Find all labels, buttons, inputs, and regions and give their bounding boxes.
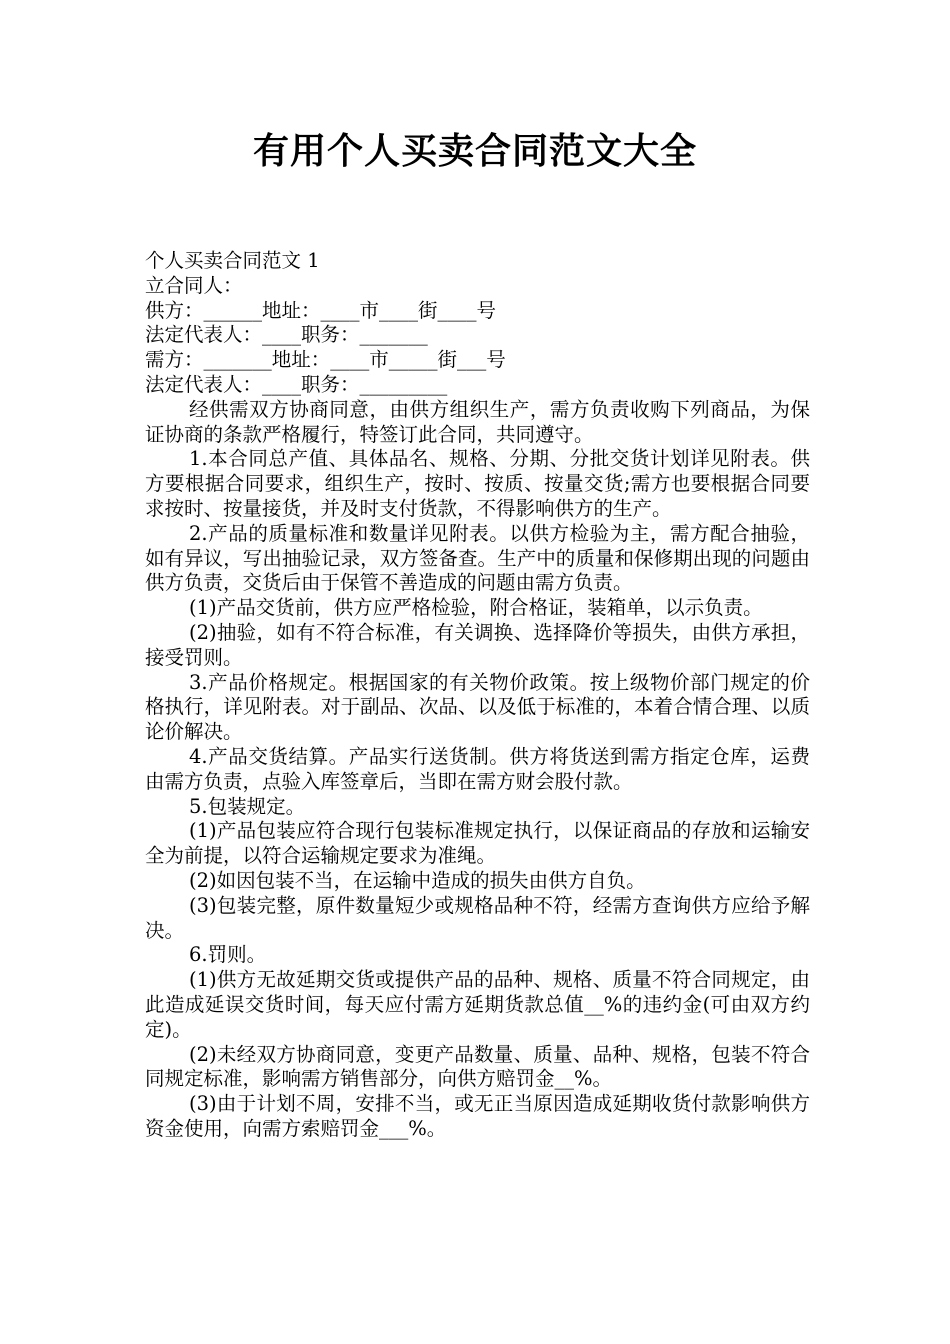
contract-heading: 个人买卖合同范文 1 (145, 249, 320, 272)
supplier-line: 供方：______地址：____市____街____号 (145, 298, 497, 322)
paragraph-clause-5: 5.包装规定。 (189, 794, 306, 818)
paragraph-clause-5-1: (1)产品包装应符合现行包装标准规定执行，以保证商品的存放和运输安全为前提，以符合运输规定要求为准绳。 (145, 819, 810, 868)
paragraph-clause-6-1: (1)供方无故延期交货或提供产品的品种、规格、质量不符合同规定，由此造成延误交货时间，每天应付需方延期货款总值__%的违约金(可由双方约定)。 (145, 968, 810, 1041)
paragraph-clause-3: 3.产品价格规定。根据国家的有关物价政策。按上级物价部门规定的价格执行，详见附表。对于副品、次品、以及低于标准的，本着合情合理、以质论价解决。 (145, 670, 810, 744)
paragraph-clause-6-2: (2)未经双方协商同意，变更产品数量、质量、品种、规格，包装不符合同规定标准，影响需方销售部分，向供方赔罚金__%。 (145, 1042, 810, 1091)
document-title: 有用个人买卖合同范文大全 (252, 131, 697, 172)
paragraph-clause-2: 2.产品的质量标准和数量详见附表。以供方检验为主，需方配合抽验，如有异议，写出抽验记录，双方签备查。生产中的质量和保修期出现的问题由供方负责，交货后由于保管不善造成的问题由需方负责。 (145, 521, 810, 595)
buyer-line: 需方：_______地址：____市_____街___号 (145, 348, 506, 372)
paragraph-clause-2-2: (2)抽验，如有不符合标准，有关调换、选择降价等损失，由供方承担，接受罚则。 (145, 620, 810, 669)
paragraph-clause-4: 4.产品交货结算。产品实行送货制。供方将货送到需方指定仓库，运费由需方负责，点验入库签章后，当即在需方财会股付款。 (145, 744, 810, 793)
parties-label: 立合同人： (145, 273, 243, 297)
paragraph-intro: 经供需双方协商同意，由供方组织生产，需方负责收购下列商品，为保证协商的条款严格履行，特签订此合同，共同遵守。 (145, 397, 810, 446)
supplier-representative-line: 法定代表人：____职务：_______ (145, 323, 428, 347)
paragraph-clause-2-1: (1)产品交货前，供方应严格检验，附合格证，装箱单，以示负责。 (189, 596, 763, 620)
buyer-representative-line: 法定代表人：____职务：_________ (145, 372, 448, 396)
paragraph-clause-1: 1.本合同总产值、具体品名、规格、分期、分批交货计划详见附表。供方要根据合同要求，组织生产，按时、按质、按量交货;需方也要根据合同要求按时、按量接货，并及时支付货款，不得影响供方的生产。 (145, 447, 810, 520)
paragraph-clause-6: 6.罚则。 (189, 943, 267, 967)
paragraph-clause-6-3: (3)由于计划不周，安排不当，或无正当原因造成延期收货付款影响供方资金使用，向需方索赔罚金___%。 (145, 1092, 810, 1140)
document-body (145, 249, 810, 1142)
paragraph-clause-5-2: (2)如因包装不当，在运输中造成的损失由供方自负。 (189, 868, 646, 892)
paragraph-clause-5-3: (3)包装完整，原件数量短少或规格品种不符，经需方查询供方应给予解决。 (145, 893, 810, 942)
